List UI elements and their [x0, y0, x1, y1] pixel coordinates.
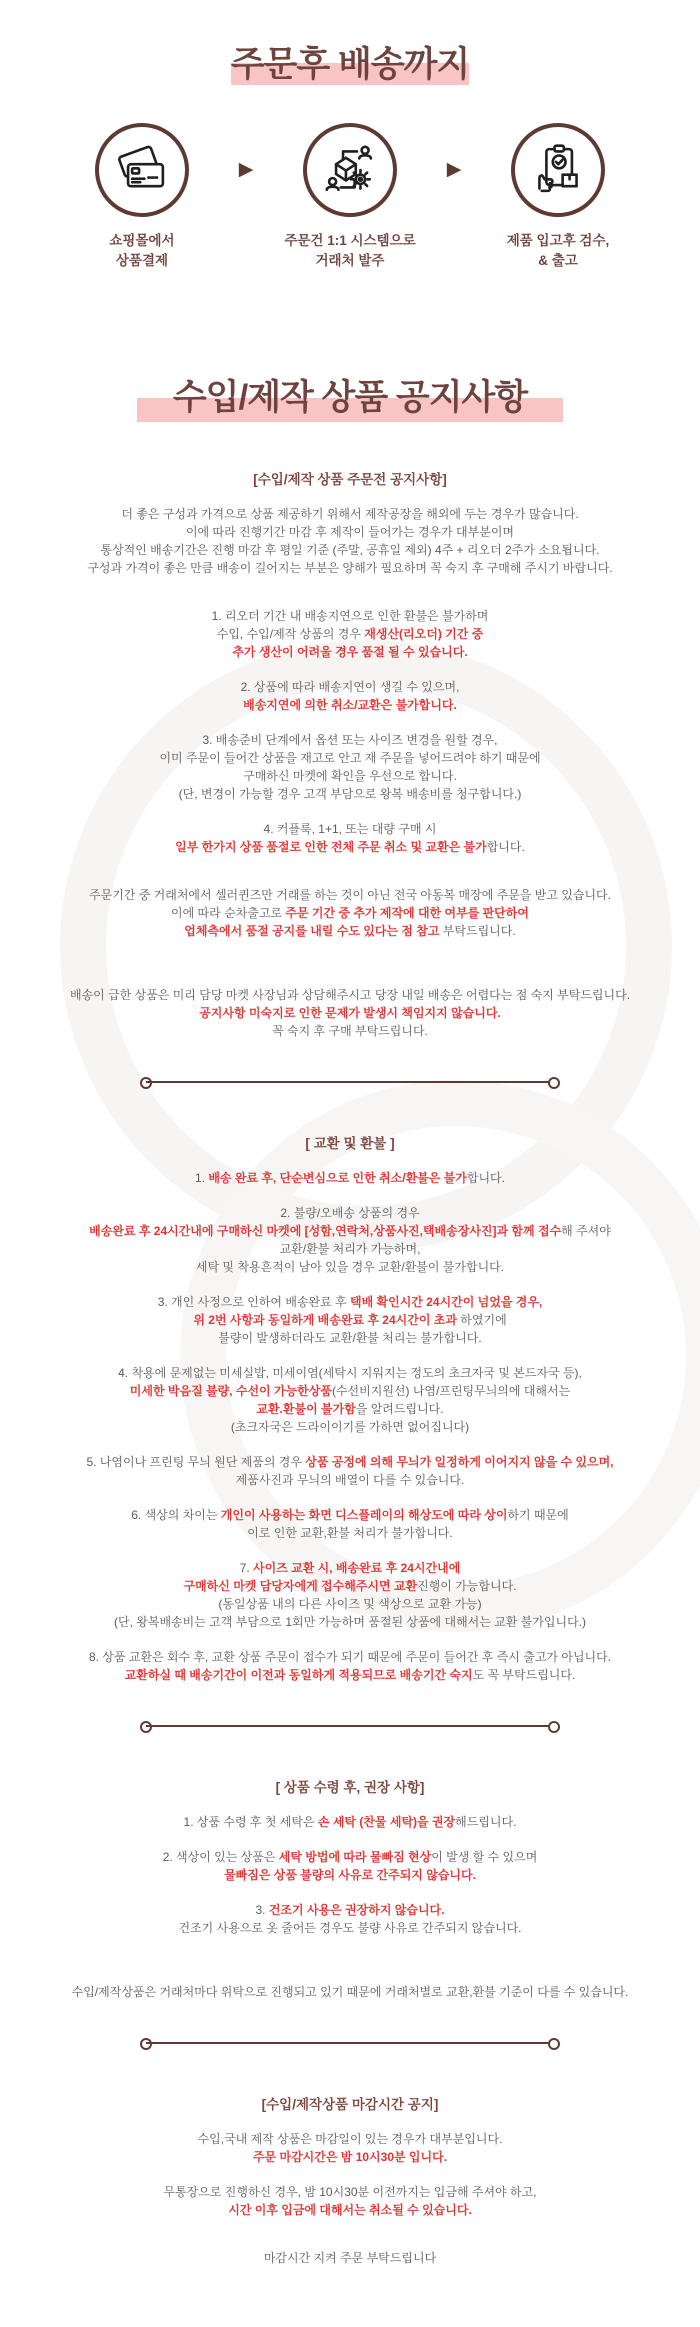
text-segment: 구매하신 마켓 담당자에게 접수해주시면 교환 [183, 1578, 418, 1593]
text-segment: 물빠짐은 상품 불량의 사유로 간주되지 않습니다. [224, 1867, 476, 1882]
step-label-line: 제품 입고후 검수, [506, 232, 610, 248]
text-segment: 4. 커플룩, 1+1, 또는 대량 구매 시 [263, 821, 437, 836]
section-divider [140, 1720, 560, 1732]
notice-paragraph [18, 607, 682, 661]
text-segment: 1. [195, 1170, 209, 1185]
notice-paragraph [18, 731, 682, 803]
text-segment: 이에 따라 진행기간 마감 후 제작이 들어가는 경우가 대부분이며 [185, 524, 515, 539]
text-segment: 3. 배송준비 단계에서 옵션 또는 사이즈 변경을 원할 경우, [202, 732, 498, 747]
text-segment: 꼭 숙지 후 구매 부탁드립니다. [272, 1023, 428, 1038]
text-segment: (단, 변경이 가능할 경우 고객 부담으로 왕복 배송비를 청구합니다.) [178, 786, 522, 801]
text-segment: 7. [239, 1560, 254, 1575]
notice-paragraph [18, 1848, 682, 1884]
text-segment: 주문 마감시간은 밤 10시30분 입니다. [252, 2149, 448, 2164]
text-segment: 배송 완료 후, 단순변심으로 인한 취소/환불은 불가 [208, 1170, 467, 1185]
text-segment: 8. 상품 교환은 회수 후, 교환 상품 주문이 접수가 되기 때문에 주문이 들어간 후 즉시 출고가 아닙니다. [88, 1649, 612, 1664]
notice-title-block [0, 379, 700, 418]
step-label-line: 쇼핑몰에서 [109, 232, 175, 248]
arrow-right-icon: ▶ [238, 158, 254, 180]
section-heading: [ 상품 수령 후, 권장 사항] [275, 1779, 425, 1795]
text-segment: (수선비지원선) 나염/프린팅무늬의에 대해서는 [331, 1383, 571, 1398]
text-segment: 배송이 급한 상품은 미리 담당 마켓 사장님과 상담해주시고 당장 내일 배송은 어렵다는 점 숙지 부탁드립니다. [69, 987, 631, 1002]
text-segment: 주문기간 중 거래처에서 셀러퀸즈만 거래를 하는 것이 아닌 전국 아동복 매장에 주문을 받고 있습니다. [89, 887, 611, 902]
text-segment: 배송완료 후 24시간내에 구매하신 마켓에 [성함,연락처,상품사진,택배송장사진]과 함께 접수 [89, 1223, 562, 1238]
text-segment: 건조기 사용으로 옷 줄어든 경우도 불량 사유로 간주되지 않습니다. [178, 1920, 522, 1935]
text-segment: 교환.환불이 불가함 [256, 1401, 356, 1416]
text-segment: 건조기 사용은 권장하지 않습니다. [268, 1902, 445, 1917]
step-inspection [472, 123, 644, 272]
notice-paragraph [18, 820, 682, 856]
text-segment: (동일상품 내의 다른 사이즈 및 색상으로 교환 가능) [218, 1596, 482, 1611]
text-segment: 합니다. [486, 839, 525, 854]
divider-line [146, 2042, 554, 2044]
text-segment: 도 꼭 부탁드립니다. [472, 1667, 576, 1682]
section-heading: [수입/제작상품 마감시간 공지] [261, 2096, 439, 2112]
text-segment: 수입, 수입/제작 상품의 경우 [216, 626, 365, 641]
process-steps [56, 123, 644, 272]
inspection-shipping-icon [511, 123, 605, 217]
notice-paragraph [18, 1293, 682, 1347]
text-segment: 수입,국내 제작 상품은 마감일이 있는 경우가 대부분입니다. [197, 2131, 503, 2146]
text-segment: 일부 한가지 상품 품절로 인한 전체 주문 취소 및 교환은 불가 [175, 839, 487, 854]
text-segment: 2. 불량/오배송 상품의 경우 [280, 1205, 420, 1220]
text-segment: 교환/환불 처리가 가능하며, [279, 1241, 421, 1256]
text-segment: 5. 나염이나 프린팅 무늬 원단 제품의 경우 [86, 1454, 306, 1469]
divider-endpoint [548, 2038, 560, 2050]
notice-paragraph [18, 2249, 682, 2267]
text-segment: 1. 상품 수령 후 첫 세탁은 [183, 1814, 318, 1829]
text-segment: 주문 기간 중 추가 제작에 대한 여부를 판단하여 [285, 905, 529, 920]
notice-paragraph [18, 678, 682, 714]
divider-line [146, 1081, 554, 1083]
text-segment: 사이즈 교환 시, 배송완료 후 24시간내에 [253, 1560, 461, 1575]
text-segment: 해드립니다. [455, 1814, 517, 1829]
credit-card-icon [95, 123, 189, 217]
step-label-line: & 출고 [538, 252, 578, 268]
text-segment: 더 좋은 구성과 가격으로 상품 제공하기 위해서 제작공장을 해외에 두는 경우가 많습니다. [121, 506, 579, 521]
notice-paragraph [18, 1506, 682, 1542]
text-segment: 미세한 박음질 불량, 수선이 가능한상품 [129, 1383, 332, 1398]
text-segment: 통상적인 배송기간은 진행 마감 후 평일 기준 (주말, 공휴일 제외) 4주 + 리오더 2주가 소요됩니다. [100, 542, 600, 557]
main-title-block [0, 46, 700, 85]
section-heading: [수입/제작 상품 주문전 공지사항] [253, 471, 447, 487]
notice-paragraph [18, 986, 682, 1040]
text-segment: 이미 주문이 들어간 상품을 재고로 안고 재 주문을 넣어드려야 하기 때문에 [159, 750, 541, 765]
notice-paragraph [18, 1364, 682, 1436]
step-label-line: 거래처 발주 [315, 252, 385, 268]
divider-endpoint [140, 2038, 152, 2050]
text-segment: 이에 따라 순차출고로 [171, 905, 286, 920]
text-segment: 추가 생산이 어려울 경우 품절 될 수 있습니다. [232, 644, 468, 659]
text-segment: 세탁 방법에 따라 물빠짐 현상 [278, 1849, 432, 1864]
notice-paragraph [18, 2183, 682, 2219]
text-segment: 하였기에 [456, 1312, 507, 1327]
text-segment: 진행이 가능합니다. [417, 1578, 517, 1593]
page-title: 주문후 배송까지 [230, 45, 470, 84]
text-segment: 부탁드립니다. [439, 923, 516, 938]
notice-paragraph [18, 1559, 682, 1631]
text-segment: 1. 리오더 기간 내 배송지연으로 인한 환불은 불가하며 [211, 608, 489, 623]
text-segment: 택배 확인시간 24시간이 넘었을 경우, [350, 1294, 543, 1309]
text-segment: (초크자국은 드라이이기를 가하면 없어집니다) [230, 1419, 470, 1434]
text-segment: 3. 개인 사정으로 인하여 배송완료 후 [157, 1294, 350, 1309]
text-segment: 이로 인한 교환,환불 처리가 불가합니다. [247, 1525, 453, 1540]
text-segment: 배송지연에 의한 취소/교환은 불가합니다. [243, 697, 457, 712]
text-segment: 을 알려드립니다. [355, 1401, 444, 1416]
text-segment: 2. 색상이 있는 상품은 [162, 1849, 279, 1864]
step-label-line: 주문건 1:1 시스템으로 [284, 232, 416, 248]
text-segment: 3. [255, 1902, 269, 1917]
notice-paragraph [18, 505, 682, 577]
text-segment: (단, 왕복배송비는 고객 부담으로 1회만 가능하며 품절된 상품에 대해서는 교환 불가입니다.) [114, 1614, 586, 1629]
notice-paragraph [18, 1648, 682, 1684]
notice-paragraph [18, 1169, 682, 1187]
divider-endpoint [548, 1721, 560, 1733]
text-segment: 구매하신 마켓에 확인을 우선으로 합니다. [243, 768, 457, 783]
text-segment: 마감시간 지켜 주문 부탁드립니다 [263, 2250, 437, 2265]
text-segment: 구성과 가격이 좋은 만큼 배송이 길어지는 부분은 양해가 필요하며 꼭 숙지 후 구매해 주시기 바랍니다. [87, 560, 613, 575]
text-segment: 공지사항 미숙지로 인한 문제가 발생시 책임지지 않습니다. [199, 1005, 501, 1020]
step-label [56, 231, 228, 272]
text-segment: 2. 상품에 따라 배송지연이 생길 수 있으며, [240, 679, 460, 694]
notice-paragraph [18, 1813, 682, 1831]
order-system-icon [303, 123, 397, 217]
notice-title: 수입/제작 상품 공지사항 [172, 378, 528, 417]
divider-endpoint [548, 1077, 560, 1089]
text-segment: 해 주셔야 [561, 1223, 611, 1238]
text-segment: 합니다. [466, 1170, 505, 1185]
step-label [264, 231, 436, 272]
notice-paragraph [18, 1453, 682, 1489]
arrow-right-icon: ▶ [446, 158, 462, 180]
text-segment: 손 세탁 (찬물 세탁)을 권장 [317, 1814, 456, 1829]
notice-paragraph [18, 2130, 682, 2166]
text-segment: 6. 색상의 차이는 [131, 1507, 221, 1522]
text-segment: 업체측에서 품절 공지를 내릴 수도 있다는 점 참고 [184, 923, 440, 938]
divider-line [146, 1725, 554, 1727]
notice-paragraph [18, 1901, 682, 1937]
text-segment: 불량이 발생하더라도 교환/환불 처리는 불가합니다. [218, 1330, 482, 1345]
text-segment: 4. 착용에 문제없는 미세실밥, 미세이염(세탁시 지워지는 정도의 초크자국 및 본드자국 등), [118, 1365, 582, 1380]
text-segment: 세탁 및 착용흔적이 남아 있을 경우 교환/환불이 불가합니다. [195, 1259, 505, 1274]
step-payment [56, 123, 228, 272]
notice-paragraph [18, 1983, 682, 2001]
sections [18, 468, 682, 2327]
text-segment: 제품사진과 무늬의 배열이 다를 수 있습니다. [235, 1472, 465, 1487]
text-segment: 하기 때문에 [507, 1507, 569, 1522]
text-segment: 무통장으로 진행하신 경우, 밤 10시30분 이전까지는 입금해 주셔야 하고, [163, 2184, 537, 2199]
text-segment: 재생산(리오더) 기간 중 [364, 626, 484, 641]
divider-endpoint [140, 1077, 152, 1089]
text-segment: 교환하실 때 배송기간이 이전과 동일하게 적용되므로 배송기간 숙지 [124, 1667, 473, 1682]
step-label [472, 231, 644, 272]
divider-endpoint [140, 1721, 152, 1733]
step-order-system [264, 123, 436, 272]
text-segment: 시간 이후 입금에 대해서는 취소될 수 있습니다. [228, 2202, 472, 2217]
text-segment: 개인이 사용하는 화면 디스플레이의 해상도에 따라 상이 [220, 1507, 508, 1522]
text-segment: 상품 공정에 의해 무늬가 일정하게 이어지지 않을 수 있으며, [305, 1454, 614, 1469]
text-segment: 수입/제작상품은 거래처마다 위탁으로 진행되고 있기 때문에 거래처별로 교환,환불 기준이 다를 수 있습니다. [71, 1984, 629, 1999]
step-label-line: 상품결제 [115, 252, 169, 268]
text-segment: 이 발생 할 수 있으며 [431, 1849, 538, 1864]
section-heading: [ 교환 및 환불 ] [305, 1135, 395, 1151]
text-segment: 위 2번 사항과 동일하게 배송완료 후 24시간이 초과 [193, 1312, 457, 1327]
notice-paragraph [18, 886, 682, 940]
notice-paragraph [18, 1204, 682, 1276]
section-divider [140, 2037, 560, 2049]
section-divider [140, 1076, 560, 1088]
